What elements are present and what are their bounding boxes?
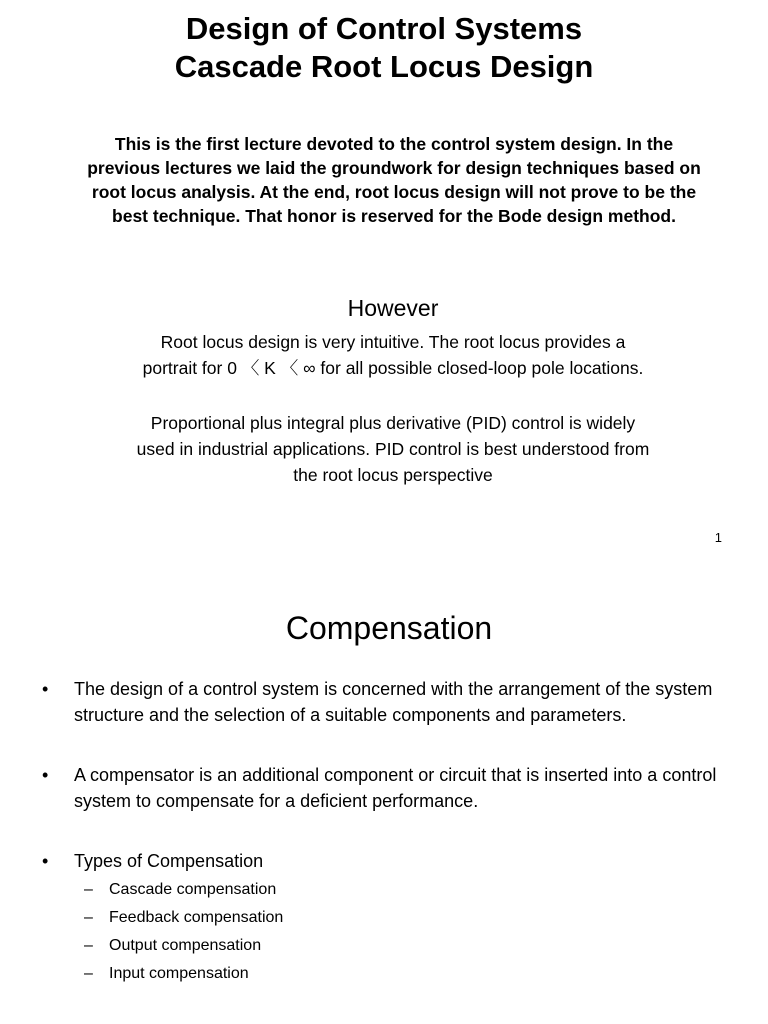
- sub-list-item: [74, 960, 740, 988]
- root-locus-paragraph: Root locus design is very intuitive. The root locus provides a portrait for 0 〈 K 〈 ∞ for all possible closed-loop pole locations.: [142, 332, 644, 378]
- sub-list-item: [74, 904, 740, 932]
- dash-icon: –: [84, 937, 93, 954]
- bullet-icon: •: [42, 679, 49, 699]
- sub-list: [74, 876, 740, 988]
- slide-title: Compensation: [285, 610, 493, 646]
- bullet-text: A compensator is an additional component or circuit that is inserted into a control system to compensate for a deficient performance.: [74, 765, 717, 811]
- bullet-list: [40, 676, 740, 988]
- list-item: [40, 762, 740, 814]
- bullet-icon: •: [42, 765, 49, 785]
- slide-2: [0, 560, 768, 1024]
- dash-icon: –: [84, 909, 93, 926]
- sub-item-text: Feedback compensation: [109, 909, 284, 926]
- title-line-2: Cascade Root Locus Design: [174, 49, 594, 84]
- list-item: [40, 848, 740, 988]
- sub-item-text: Input compensation: [109, 965, 249, 982]
- page-number: 1: [714, 530, 722, 545]
- dash-icon: –: [84, 881, 93, 898]
- bullet-icon: •: [42, 851, 49, 871]
- bullet-text: Types of Compensation: [74, 851, 264, 871]
- title-line-1: Design of Control Systems: [185, 11, 583, 46]
- bullet-text: The design of a control system is concerned with the arrangement of the system structure and the selection of a suitable components and parameters.: [74, 679, 713, 725]
- sub-item-text: Output compensation: [109, 937, 262, 954]
- dash-icon: –: [84, 965, 93, 982]
- intro-paragraph: This is the first lecture devoted to the control system design. In the previous lectures we laid the groundwork for design techniques based on root locus analysis. At the end, root locus design will not prove to be the best technique. That honor is reserved for the Bode design method.: [87, 134, 701, 226]
- sub-list-item: [74, 876, 740, 904]
- subheading-however: However: [347, 295, 439, 321]
- sub-list-item: [74, 932, 740, 960]
- list-item: [40, 676, 740, 728]
- slide-title: [0, 10, 768, 86]
- pid-paragraph: Proportional plus integral plus derivative (PID) control is widely used in industrial applications. PID control is best understood from the root locus perspective: [136, 413, 650, 485]
- sub-item-text: Cascade compensation: [109, 881, 277, 898]
